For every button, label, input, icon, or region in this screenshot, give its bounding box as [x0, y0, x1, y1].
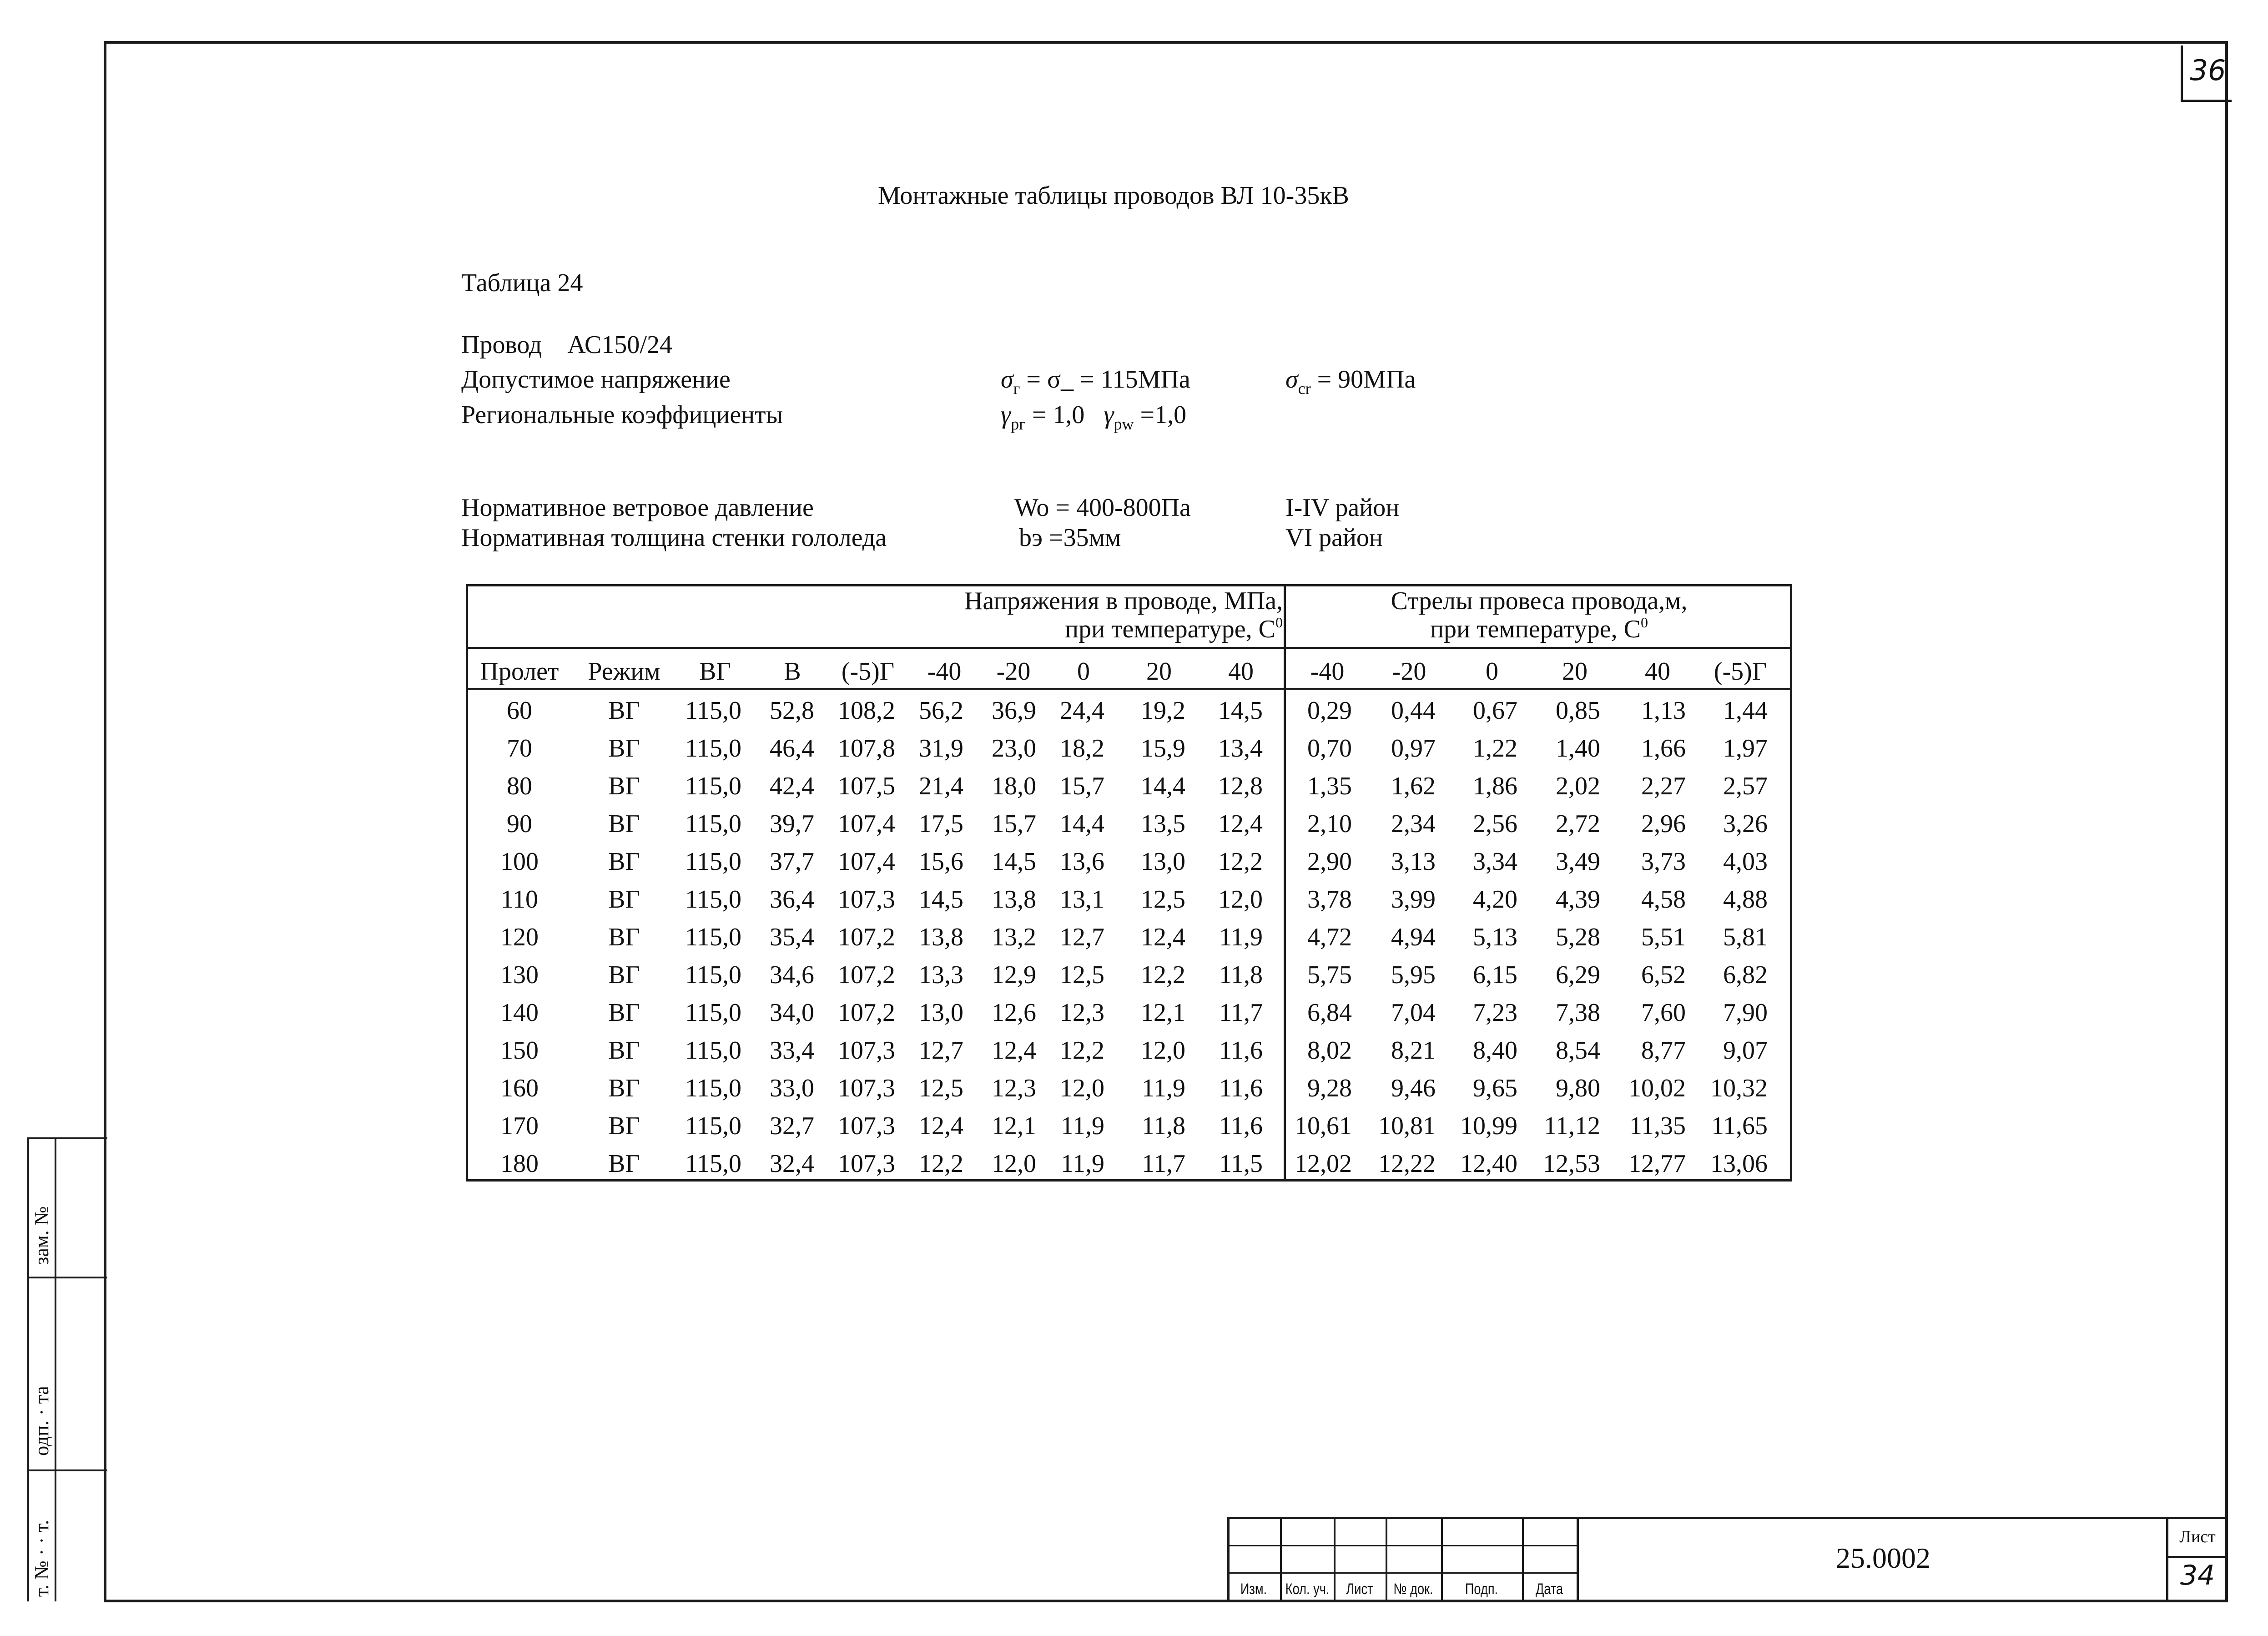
value-cell: 12,6: [992, 999, 1036, 1027]
value-cell: 115,0: [685, 848, 741, 876]
wind-region: I-IV район: [1285, 494, 1400, 522]
column-header: -20: [996, 657, 1031, 686]
value-cell: 17,5: [919, 810, 963, 838]
value-cell: 0,85: [1556, 697, 1600, 725]
mode-cell: ВГ: [608, 697, 640, 725]
value-cell: 13,3: [919, 961, 963, 989]
value-cell: 13,1: [1060, 885, 1104, 914]
corner-number: 36: [2190, 54, 2226, 87]
value-cell: 46,4: [770, 734, 814, 762]
value-cell: 1,22: [1473, 734, 1517, 762]
value-cell: 6,84: [1307, 999, 1352, 1027]
value-cell: 9,07: [1723, 1036, 1768, 1065]
value-cell: 9,46: [1391, 1074, 1436, 1102]
value-cell: 33,4: [770, 1036, 814, 1065]
left-margin-label-3: т. № · · т.: [30, 1520, 53, 1597]
value-cell: 107,3: [838, 1150, 895, 1178]
wire-label: Провод АС150/24: [461, 331, 672, 359]
column-header: 40: [1645, 657, 1670, 686]
value-cell: 4,88: [1723, 885, 1768, 914]
value-cell: 13,0: [1141, 848, 1185, 876]
value-cell: 10,02: [1628, 1074, 1686, 1102]
value-cell: 39,7: [770, 810, 814, 838]
value-cell: 14,5: [919, 885, 963, 914]
value-cell: 4,20: [1473, 885, 1517, 914]
sheet-label: Лист: [2179, 1527, 2216, 1546]
column-header: -40: [1310, 657, 1345, 686]
value-cell: 4,39: [1556, 885, 1600, 914]
span-cell: 150: [500, 1036, 539, 1065]
value-cell: 36,9: [992, 697, 1036, 725]
table-label: Таблица 24: [461, 269, 583, 297]
value-cell: 35,4: [770, 923, 814, 951]
value-cell: 24,4: [1060, 697, 1104, 725]
mode-cell: ВГ: [608, 923, 640, 951]
value-cell: 12,40: [1460, 1150, 1517, 1178]
value-cell: 1,86: [1473, 772, 1517, 800]
value-cell: 56,2: [919, 697, 963, 725]
stress-value: $\sigma_г$ = σ_ = 115МПа: [1001, 365, 1190, 398]
value-cell: 107,2: [838, 923, 895, 951]
value-cell: 4,58: [1641, 885, 1686, 914]
value-cell: 4,94: [1391, 923, 1436, 951]
value-cell: 36,4: [770, 885, 814, 914]
value-cell: 8,02: [1307, 1036, 1352, 1065]
value-cell: 11,6: [1219, 1112, 1263, 1140]
value-cell: 9,28: [1307, 1074, 1352, 1102]
column-header: В: [784, 657, 801, 686]
span-cell: 140: [500, 999, 539, 1027]
value-cell: 11,8: [1142, 1112, 1185, 1140]
value-cell: 8,21: [1391, 1036, 1436, 1065]
table-colhead-rule: [466, 688, 1792, 690]
value-cell: 1,97: [1723, 734, 1768, 762]
value-cell: 12,0: [1141, 1036, 1185, 1065]
value-cell: 3,99: [1391, 885, 1436, 914]
value-cell: 3,34: [1473, 848, 1517, 876]
column-header: (-5)Г: [841, 657, 895, 686]
value-cell: 10,81: [1378, 1112, 1436, 1140]
value-cell: 9,65: [1473, 1074, 1517, 1102]
value-cell: 12,5: [919, 1074, 963, 1102]
value-cell: 107,4: [838, 810, 895, 838]
value-cell: 12,53: [1543, 1150, 1600, 1178]
left-margin-rule: [27, 1469, 107, 1471]
title-block-sep: [2166, 1517, 2168, 1602]
span-cell: 90: [507, 810, 532, 838]
value-cell: 12,0: [1218, 885, 1263, 914]
value-cell: 115,0: [685, 1036, 741, 1065]
value-cell: 12,5: [1060, 961, 1104, 989]
ice-label: Нормативная толщина стенки гололеда: [461, 524, 887, 552]
value-cell: 12,2: [1060, 1036, 1104, 1065]
value-cell: 2,34: [1391, 810, 1436, 838]
span-cell: 120: [500, 923, 539, 951]
value-cell: 6,15: [1473, 961, 1517, 989]
value-cell: 12,0: [992, 1150, 1036, 1178]
table-header-rule: [466, 647, 1792, 649]
column-header: 20: [1562, 657, 1588, 686]
value-cell: 1,13: [1641, 697, 1686, 725]
title-block-col-line: [1386, 1517, 1387, 1602]
value-cell: 10,99: [1460, 1112, 1517, 1140]
value-cell: 115,0: [685, 810, 741, 838]
value-cell: 34,6: [770, 961, 814, 989]
value-cell: 8,54: [1556, 1036, 1600, 1065]
value-cell: 12,2: [1218, 848, 1263, 876]
value-cell: 4,72: [1307, 923, 1352, 951]
value-cell: 12,77: [1628, 1150, 1686, 1178]
value-cell: 19,2: [1141, 697, 1185, 725]
value-cell: 13,5: [1141, 810, 1185, 838]
span-cell: 80: [507, 772, 532, 800]
mode-cell: ВГ: [608, 810, 640, 838]
title-block-left: [1227, 1517, 1230, 1602]
column-header: Режим: [588, 657, 660, 686]
column-header: -40: [927, 657, 962, 686]
value-cell: 14,5: [992, 848, 1036, 876]
title-block-label: Лист: [1346, 1580, 1373, 1598]
value-cell: 13,06: [1710, 1150, 1768, 1178]
value-cell: 12,3: [992, 1074, 1036, 1102]
value-cell: 5,51: [1641, 923, 1686, 951]
column-header: -20: [1392, 657, 1426, 686]
value-cell: 9,80: [1556, 1074, 1600, 1102]
value-cell: 115,0: [685, 1112, 741, 1140]
value-cell: 11,8: [1219, 961, 1263, 989]
value-cell: 8,77: [1641, 1036, 1686, 1065]
value-cell: 1,62: [1391, 772, 1436, 800]
title-block-label: Изм.: [1240, 1580, 1267, 1598]
value-cell: 12,22: [1378, 1150, 1436, 1178]
value-cell: 52,8: [770, 697, 814, 725]
left-margin-label-2: одп. · та: [30, 1386, 53, 1456]
value-cell: 5,13: [1473, 923, 1517, 951]
value-cell: 2,72: [1556, 810, 1600, 838]
span-cell: 70: [507, 734, 532, 762]
value-cell: 13,0: [919, 999, 963, 1027]
group-header-sag: Стрелы провеса провода,м, при температуре, $С^0$: [1391, 587, 1688, 643]
wind-value: Wo = 400-800Па: [1014, 494, 1191, 522]
value-cell: 33,0: [770, 1074, 814, 1102]
value-cell: 1,35: [1307, 772, 1352, 800]
span-cell: 170: [500, 1112, 539, 1140]
value-cell: 2,90: [1307, 848, 1352, 876]
value-cell: 12,9: [992, 961, 1036, 989]
column-header: 0: [1077, 657, 1090, 686]
value-cell: 14,5: [1218, 697, 1263, 725]
title-block-col-line: [1334, 1517, 1336, 1602]
value-cell: 7,38: [1556, 999, 1600, 1027]
value-cell: 107,3: [838, 1036, 895, 1065]
span-cell: 110: [501, 885, 538, 914]
value-cell: 11,12: [1544, 1112, 1600, 1140]
value-cell: 14,4: [1060, 810, 1104, 838]
value-cell: 107,3: [838, 885, 895, 914]
value-cell: 107,3: [838, 1074, 895, 1102]
span-cell: 60: [507, 697, 532, 725]
value-cell: 12,2: [1141, 961, 1185, 989]
value-cell: 2,57: [1723, 772, 1768, 800]
mode-cell: ВГ: [608, 1074, 640, 1102]
value-cell: 107,5: [838, 772, 895, 800]
value-cell: 12,4: [919, 1112, 963, 1140]
value-cell: 12,7: [919, 1036, 963, 1065]
sheet-number: 34: [2180, 1560, 2215, 1591]
value-cell: 8,40: [1473, 1036, 1517, 1065]
value-cell: 13,6: [1060, 848, 1104, 876]
value-cell: 11,9: [1061, 1112, 1104, 1140]
title-block-label: Дата: [1535, 1580, 1563, 1598]
stress-label: Допустимое напряжение: [461, 365, 731, 394]
value-cell: 115,0: [685, 923, 741, 951]
value-cell: 32,4: [770, 1150, 814, 1178]
value-cell: 11,35: [1629, 1112, 1686, 1140]
value-cell: 34,0: [770, 999, 814, 1027]
value-cell: 11,7: [1219, 999, 1263, 1027]
span-cell: 180: [500, 1150, 539, 1178]
value-cell: 11,9: [1061, 1150, 1104, 1178]
value-cell: 3,49: [1556, 848, 1600, 876]
value-cell: 13,8: [919, 923, 963, 951]
mode-cell: ВГ: [608, 772, 640, 800]
column-header: 40: [1228, 657, 1254, 686]
value-cell: 12,4: [992, 1036, 1036, 1065]
mode-cell: ВГ: [608, 961, 640, 989]
value-cell: 7,90: [1723, 999, 1768, 1027]
value-cell: 2,27: [1641, 772, 1686, 800]
title-block-top: [1227, 1517, 2228, 1519]
value-cell: 11,7: [1142, 1150, 1185, 1178]
value-cell: 108,2: [838, 697, 895, 725]
value-cell: 115,0: [685, 697, 741, 725]
value-cell: 12,7: [1060, 923, 1104, 951]
ice-value: bэ =35мм: [1019, 524, 1121, 552]
value-cell: 6,29: [1556, 961, 1600, 989]
value-cell: 13,2: [992, 923, 1036, 951]
group-header-stress: Напряжения в проводе, МПа, при температуре, $С^0$: [964, 587, 1283, 643]
value-cell: 11,5: [1219, 1150, 1263, 1178]
left-margin-divider: [55, 1137, 56, 1601]
column-header: (-5)Г: [1714, 657, 1767, 686]
value-cell: 12,4: [1218, 810, 1263, 838]
document-number: 25.0002: [1836, 1542, 1930, 1574]
value-cell: 42,4: [770, 772, 814, 800]
value-cell: 12,8: [1218, 772, 1263, 800]
value-cell: 115,0: [685, 772, 741, 800]
value-cell: 0,44: [1391, 697, 1436, 725]
span-cell: 100: [500, 848, 539, 876]
value-cell: 0,97: [1391, 734, 1436, 762]
value-cell: 15,7: [992, 810, 1036, 838]
value-cell: 12,0: [1060, 1074, 1104, 1102]
value-cell: 7,60: [1641, 999, 1686, 1027]
value-cell: 12,3: [1060, 999, 1104, 1027]
value-cell: 1,44: [1723, 697, 1768, 725]
value-cell: 5,95: [1391, 961, 1436, 989]
value-cell: 15,6: [919, 848, 963, 876]
value-cell: 107,4: [838, 848, 895, 876]
stress-cr-value: $\sigma_{cr} = 90МПа$: [1285, 365, 1416, 398]
title-block-label: Подп.: [1465, 1580, 1498, 1598]
title-block-col-line: [1441, 1517, 1443, 1602]
page-title: Монтажные таблицы проводов ВЛ 10-35кВ: [878, 182, 1349, 210]
left-margin-rule: [27, 1277, 107, 1278]
value-cell: 107,2: [838, 999, 895, 1027]
title-block-label: № док.: [1393, 1580, 1433, 1598]
value-cell: 31,9: [919, 734, 963, 762]
mode-cell: ВГ: [608, 1112, 640, 1140]
value-cell: 23,0: [992, 734, 1036, 762]
value-cell: 11,6: [1219, 1074, 1263, 1102]
value-cell: 10,61: [1295, 1112, 1352, 1140]
value-cell: 3,78: [1307, 885, 1352, 914]
column-header: 20: [1146, 657, 1172, 686]
mode-cell: ВГ: [608, 848, 640, 876]
title-block-col-line: [1280, 1517, 1282, 1602]
mode-cell: ВГ: [608, 1036, 640, 1065]
mode-cell: ВГ: [608, 1150, 640, 1178]
value-cell: 0,70: [1307, 734, 1352, 762]
value-cell: 11,9: [1142, 1074, 1185, 1102]
value-cell: 18,0: [992, 772, 1036, 800]
column-header: ВГ: [699, 657, 731, 686]
value-cell: 7,04: [1391, 999, 1436, 1027]
value-cell: 115,0: [685, 961, 741, 989]
value-cell: 12,02: [1295, 1150, 1352, 1178]
value-cell: 12,1: [992, 1112, 1036, 1140]
value-cell: 13,8: [992, 885, 1036, 914]
value-cell: 12,5: [1141, 885, 1185, 914]
wind-label: Нормативное ветровое давление: [461, 494, 814, 522]
value-cell: 2,10: [1307, 810, 1352, 838]
value-cell: 3,73: [1641, 848, 1686, 876]
mode-cell: ВГ: [608, 999, 640, 1027]
coef-values: $\gamma_{рг} = 1,0$ $\gamma_{pw} =1,0$: [1001, 401, 1187, 433]
value-cell: 10,32: [1710, 1074, 1768, 1102]
value-cell: 115,0: [685, 1150, 741, 1178]
span-cell: 160: [500, 1074, 539, 1102]
title-block-label: Кол. уч.: [1285, 1580, 1330, 1598]
coef-label: Региональные коэффициенты: [461, 401, 783, 429]
column-header: Пролет: [480, 657, 559, 686]
value-cell: 12,4: [1141, 923, 1185, 951]
value-cell: 11,6: [1219, 1036, 1263, 1065]
wire-value: АС150/24: [567, 331, 672, 359]
value-cell: 18,2: [1060, 734, 1104, 762]
value-cell: 115,0: [685, 885, 741, 914]
column-header: 0: [1486, 657, 1498, 686]
value-cell: 107,3: [838, 1112, 895, 1140]
value-cell: 5,81: [1723, 923, 1768, 951]
ice-region: VI район: [1285, 524, 1383, 552]
value-cell: 107,8: [838, 734, 895, 762]
value-cell: 7,23: [1473, 999, 1517, 1027]
value-cell: 115,0: [685, 734, 741, 762]
value-cell: 1,66: [1641, 734, 1686, 762]
value-cell: 11,65: [1711, 1112, 1768, 1140]
value-cell: 2,02: [1556, 772, 1600, 800]
value-cell: 12,2: [919, 1150, 963, 1178]
title-block-row: [2166, 1556, 2228, 1558]
value-cell: 15,9: [1141, 734, 1185, 762]
value-cell: 1,40: [1556, 734, 1600, 762]
value-cell: 115,0: [685, 1074, 741, 1102]
value-cell: 107,2: [838, 961, 895, 989]
value-cell: 6,52: [1641, 961, 1686, 989]
value-cell: 13,4: [1218, 734, 1263, 762]
title-block-col-line: [1522, 1517, 1524, 1602]
value-cell: 21,4: [919, 772, 963, 800]
value-cell: 5,28: [1556, 923, 1600, 951]
value-cell: 5,75: [1307, 961, 1352, 989]
mode-cell: ВГ: [608, 885, 640, 914]
span-cell: 130: [500, 961, 539, 989]
value-cell: 15,7: [1060, 772, 1104, 800]
value-cell: 12,1: [1141, 999, 1185, 1027]
value-cell: 6,82: [1723, 961, 1768, 989]
value-cell: 115,0: [685, 999, 741, 1027]
value-cell: 0,29: [1307, 697, 1352, 725]
value-cell: 37,7: [770, 848, 814, 876]
value-cell: 2,96: [1641, 810, 1686, 838]
left-margin-label-1: зам. №: [30, 1206, 53, 1265]
value-cell: 3,26: [1723, 810, 1768, 838]
value-cell: 3,13: [1391, 848, 1436, 876]
value-cell: 0,67: [1473, 697, 1517, 725]
value-cell: 14,4: [1141, 772, 1185, 800]
value-cell: 11,9: [1219, 923, 1263, 951]
title-block-sep: [1577, 1517, 1579, 1602]
value-cell: 32,7: [770, 1112, 814, 1140]
value-cell: 4,03: [1723, 848, 1768, 876]
value-cell: 2,56: [1473, 810, 1517, 838]
mode-cell: ВГ: [608, 734, 640, 762]
